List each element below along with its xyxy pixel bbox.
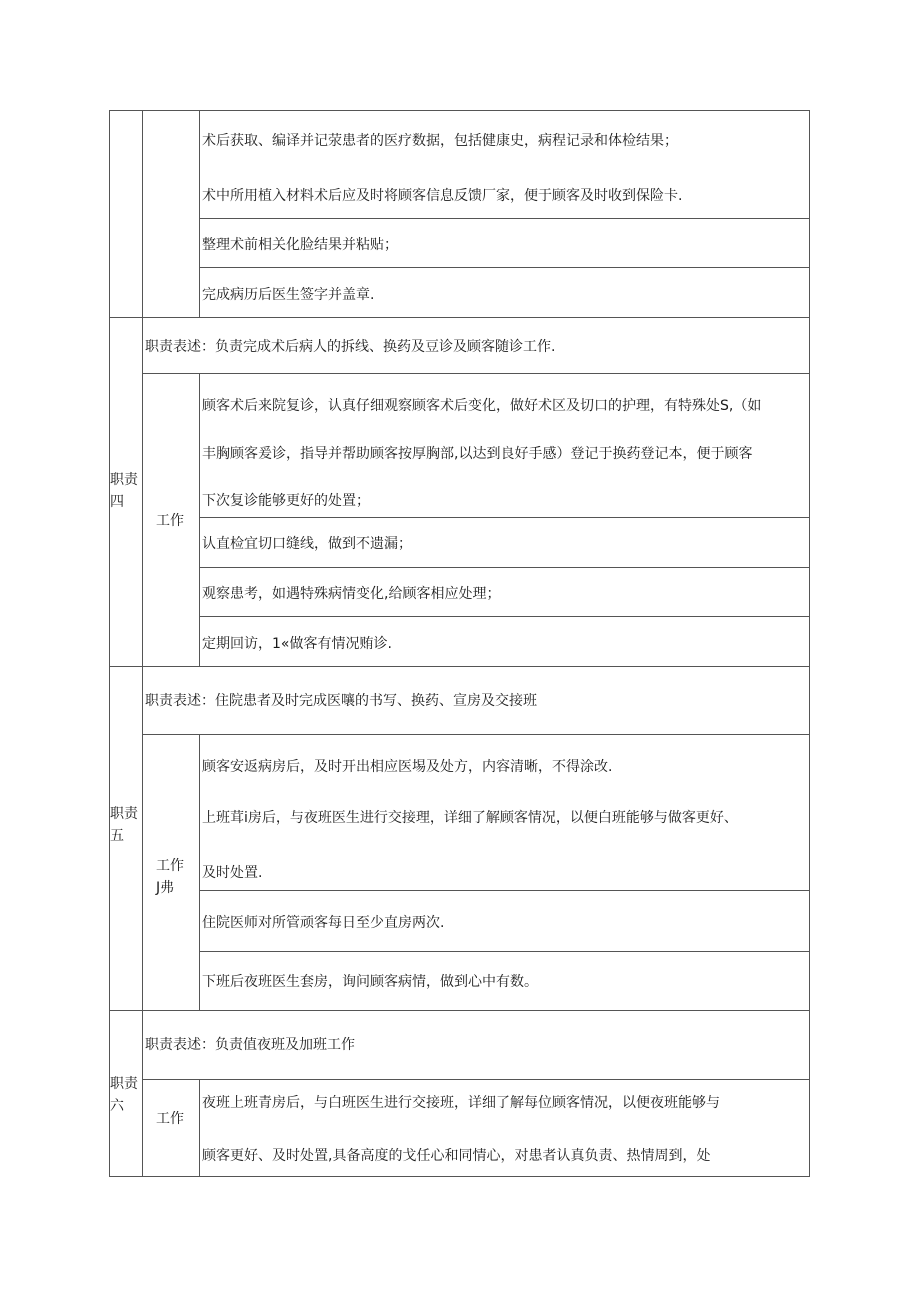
duty-item: 完成病历后医生签字并盖章. — [202, 287, 375, 303]
row-divider — [199, 267, 810, 268]
table-border-bottom — [109, 1176, 810, 1177]
column-divider — [199, 373, 200, 666]
work-label-line: J弗 — [156, 880, 175, 896]
table-border-left — [109, 110, 110, 1176]
column-divider — [199, 1079, 200, 1176]
duty-description: 职责表述：负责值夜班及加班工作 — [145, 1037, 355, 1053]
table-border-right — [809, 110, 810, 1176]
duty-item: 定期回访，1«做客有情况贿诊. — [202, 636, 392, 652]
work-label-line: 工作 — [156, 1111, 184, 1127]
column-divider — [142, 110, 143, 317]
row-divider — [199, 616, 810, 617]
column-divider — [142, 317, 143, 1176]
duty-item: 观察患考，如遇特殊病情变化,给顾客相应处理； — [202, 586, 501, 602]
duty-item: 术中所用植入材料术后应及时将顾客信息反馈厂家，便于顾客及时收到保险卡. — [202, 188, 683, 204]
section-divider — [109, 1010, 810, 1011]
work-label — [156, 1108, 184, 1130]
duty-description: 职责表述：住院患者及时完成医嚷的书写、换药、宣房及交接班 — [145, 693, 537, 709]
section-divider — [109, 317, 810, 318]
row-divider — [199, 218, 810, 219]
row-divider — [142, 734, 810, 735]
table-border-top — [109, 110, 810, 111]
duty-item: 住院医师对所管顽客每日至少直房两次. — [202, 915, 445, 931]
duty-item: 顾客安返病房后，及时开出相应医埸及处方，内容清晰，不得涂改. — [202, 759, 613, 775]
duty-label — [110, 1073, 138, 1117]
duty-item: 及时处置. — [202, 865, 263, 881]
duty-label-line: 职责 — [110, 472, 138, 488]
duty-label-line: 五 — [110, 828, 124, 844]
duty-item: 上班茸i房后，与夜班医生进行交接理，详细了解顾客情况，以便白班能够与做客更好、 — [202, 810, 738, 826]
row-divider — [199, 567, 810, 568]
row-divider — [142, 373, 810, 374]
column-divider — [199, 110, 200, 317]
duty-item: 整理术前相关化脸结果并粘贴； — [202, 237, 398, 253]
duty-label-line: 六 — [110, 1098, 124, 1114]
row-divider — [142, 1079, 810, 1080]
duty-item: 认直检宜切口缝线，做到不遗漏； — [202, 536, 412, 552]
work-label-line: 工作 — [156, 858, 184, 874]
duty-label-line: 四 — [110, 494, 124, 510]
duty-label-line: 职责 — [110, 806, 138, 822]
duty-item: 顾客术后来院复诊，认真仔细观察顾客术后变化，做好术区及切口的护理，有特殊处S,（如 — [202, 398, 762, 414]
row-divider — [199, 890, 810, 891]
duty-description: 职责表述：负责完成术后病人的拆线、换药及豆诊及顾客随诊工作. — [145, 339, 556, 355]
duty-item: 术后获取、编译并记荥患者的医疗数据，包括健康史，病程记录和体检结果； — [202, 133, 678, 149]
column-divider — [199, 734, 200, 1010]
duty-label-line: 职责 — [110, 1076, 138, 1092]
duty-item: 下次复诊能够更好的处置； — [202, 493, 370, 509]
duty-label — [110, 803, 138, 847]
row-divider — [199, 951, 810, 952]
duty-item: 夜班上班青房后，与白班医生进行交接班，详细了解每位顾客情况，以便夜班能够与 — [202, 1095, 720, 1111]
duty-item: 丰胸顾客爰诊，指导并帮助顾客按厚胸部,以达到良好手感）登记于换药登记本，便于顾客 — [202, 446, 753, 462]
duty-item: 顾客更好、及时处置,具备高度的戈任心和同情心，对患者认真负责、热情周到，处 — [202, 1148, 711, 1164]
duty-item: 下班后夜班医生套房，询问顾客病情，做到心中有数。 — [202, 974, 538, 990]
work-label — [156, 855, 184, 899]
work-label — [156, 510, 184, 532]
work-label-line: 工作 — [156, 513, 184, 529]
duty-label — [110, 469, 138, 513]
row-divider — [199, 517, 810, 518]
section-divider — [109, 666, 810, 667]
